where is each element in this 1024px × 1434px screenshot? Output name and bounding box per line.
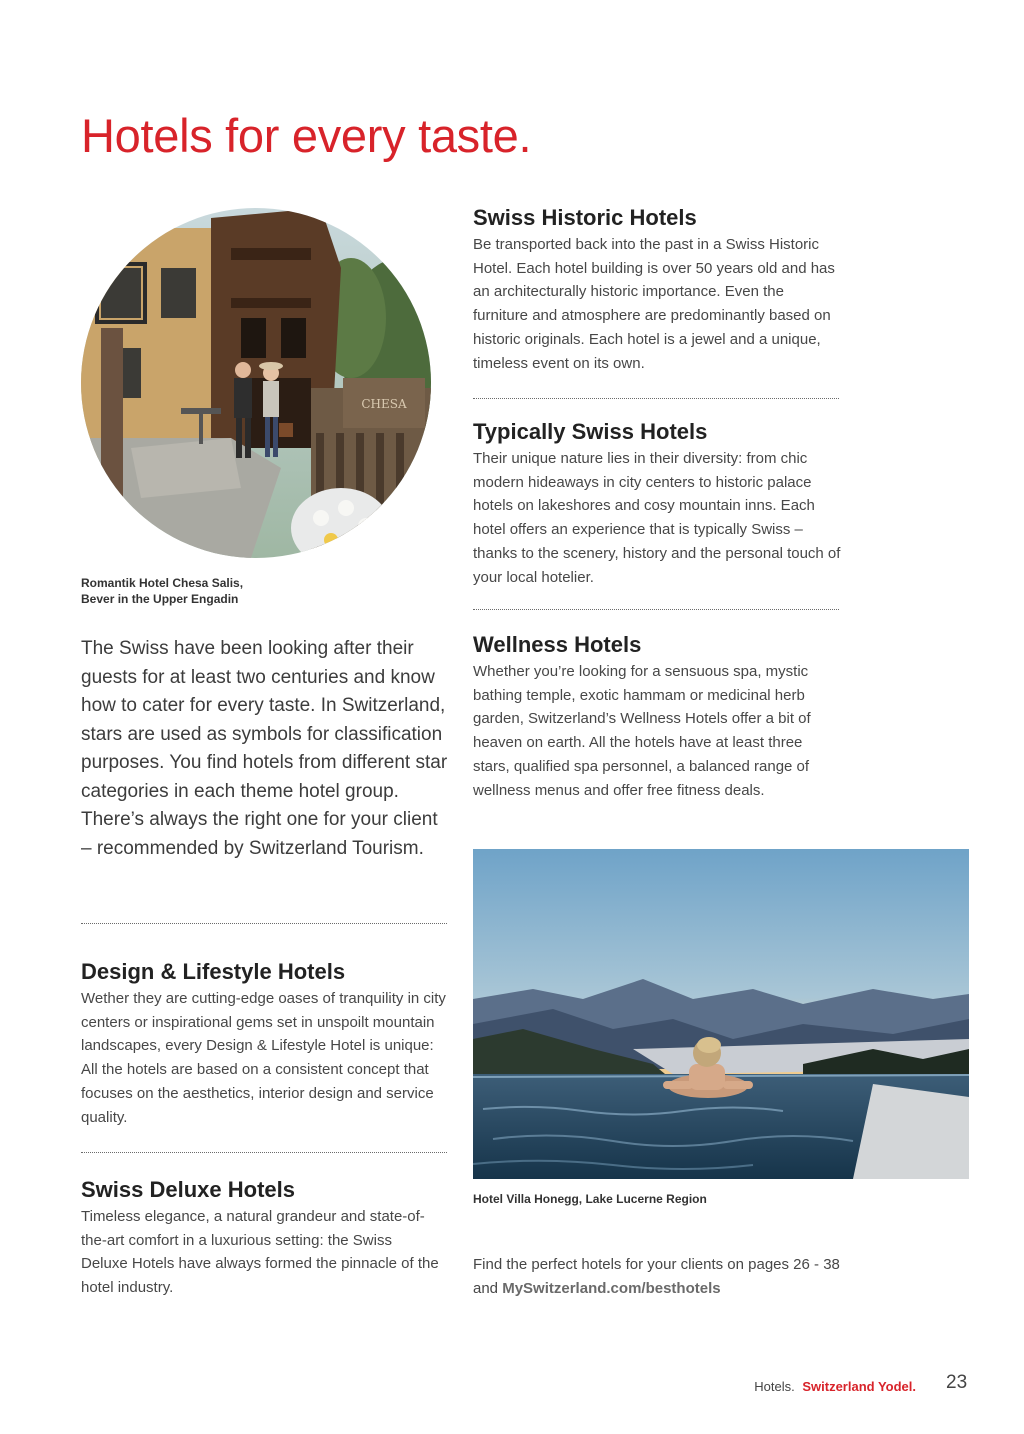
section-wellness — [473, 632, 843, 802]
section-swiss-deluxe — [81, 1177, 441, 1300]
footer-brand: Switzerland Yodel. — [802, 1379, 916, 1394]
footer-section: Hotels. — [754, 1379, 795, 1394]
section-body: Whether you’re looking for a sensuous spa, mystic bathing temple, exotic hammam or medicinal herb garden, Switzerland’s Wellness Hotels offer a bit of heaven on earth. All the hotels have at least three stars, qualified spa personnel, a balanced range of wellness menus and offer free fitness deals. — [473, 663, 811, 799]
section-body: Be transported back into the past in a Swiss Historic Hotel. Each hotel building is over 50 years old and has an architecturally historic importance. Even the furniture and atmosphere are predominantly based on historic originals. Each hotel is a jewel and a unique, timeless event on its own. — [473, 236, 835, 372]
section-body: Their unique nature lies in their diversity: from chic modern hideaways in city centers to historic palace hotels on lakeshores and cosy mountain inns. Each hotel offers an experience that is typically Swiss – thanks to the scenery, history and the personal touch of your local hotelier. — [473, 450, 841, 586]
photo-caption-chesa-salis — [81, 575, 381, 607]
section-body: Timeless elegance, a natural grandeur and state-of-the-art comfort in a luxurious setting: the Swiss Deluxe Hotels have always formed the pinnacle of the hotel industry. — [81, 1208, 439, 1297]
besthotels-link[interactable]: MySwitzerland.com/besthotels — [502, 1279, 721, 1297]
divider — [473, 609, 839, 610]
footnote — [473, 1253, 893, 1300]
section-design-lifestyle — [81, 959, 449, 1129]
footnote-line-2 — [473, 1277, 893, 1301]
caption-line-1: Romantik Hotel Chesa Salis, — [81, 576, 244, 590]
section-title: Wellness Hotels — [473, 632, 642, 657]
chesa-sign-text: CHESA — [361, 397, 407, 411]
page-footer — [754, 1379, 916, 1394]
section-swiss-historic — [473, 205, 843, 375]
footnote-line-1: Find the perfect hotels for your clients on pages 26 - 38 — [473, 1256, 840, 1273]
divider — [473, 398, 839, 399]
section-title: Design & Lifestyle Hotels — [81, 959, 346, 984]
section-body: Wether they are cutting-edge oases of tranquility in city centers or inspirational gems set in unspoilt mountain landscapes, every Design & Lifestyle Hotel is unique: All the hotels are based on a consistent concept that focuses on the aesthetics, interior design and service quality. — [81, 990, 446, 1126]
divider — [81, 1152, 447, 1153]
footnote-and: and — [473, 1279, 503, 1297]
page-number: 23 — [946, 1372, 968, 1393]
photo-caption-villa-honegg: Hotel Villa Honegg, Lake Lucerne Region — [473, 1192, 707, 1206]
section-typically-swiss — [473, 419, 843, 589]
intro-paragraph: The Swiss have been looking after their guests for at least two centuries and know how to cater for every taste. In Switzerland, stars are used as symbols for classification purposes. You find hotels from different star categories in each theme hotel group. There’s always the right one for your client – recommended by Switzerland Tourism. — [81, 638, 448, 859]
hotel-villa-honegg-photo — [473, 849, 969, 1179]
caption-line-2: Bever in the Upper Engadin — [81, 592, 239, 606]
section-title: Swiss Historic Hotels — [473, 205, 697, 230]
hotel-chesa-salis-photo — [81, 208, 431, 558]
section-title: Typically Swiss Hotels — [473, 419, 708, 444]
divider — [81, 923, 447, 924]
section-title: Swiss Deluxe Hotels — [81, 1177, 295, 1202]
page-title: Hotels for every taste. — [81, 109, 532, 162]
